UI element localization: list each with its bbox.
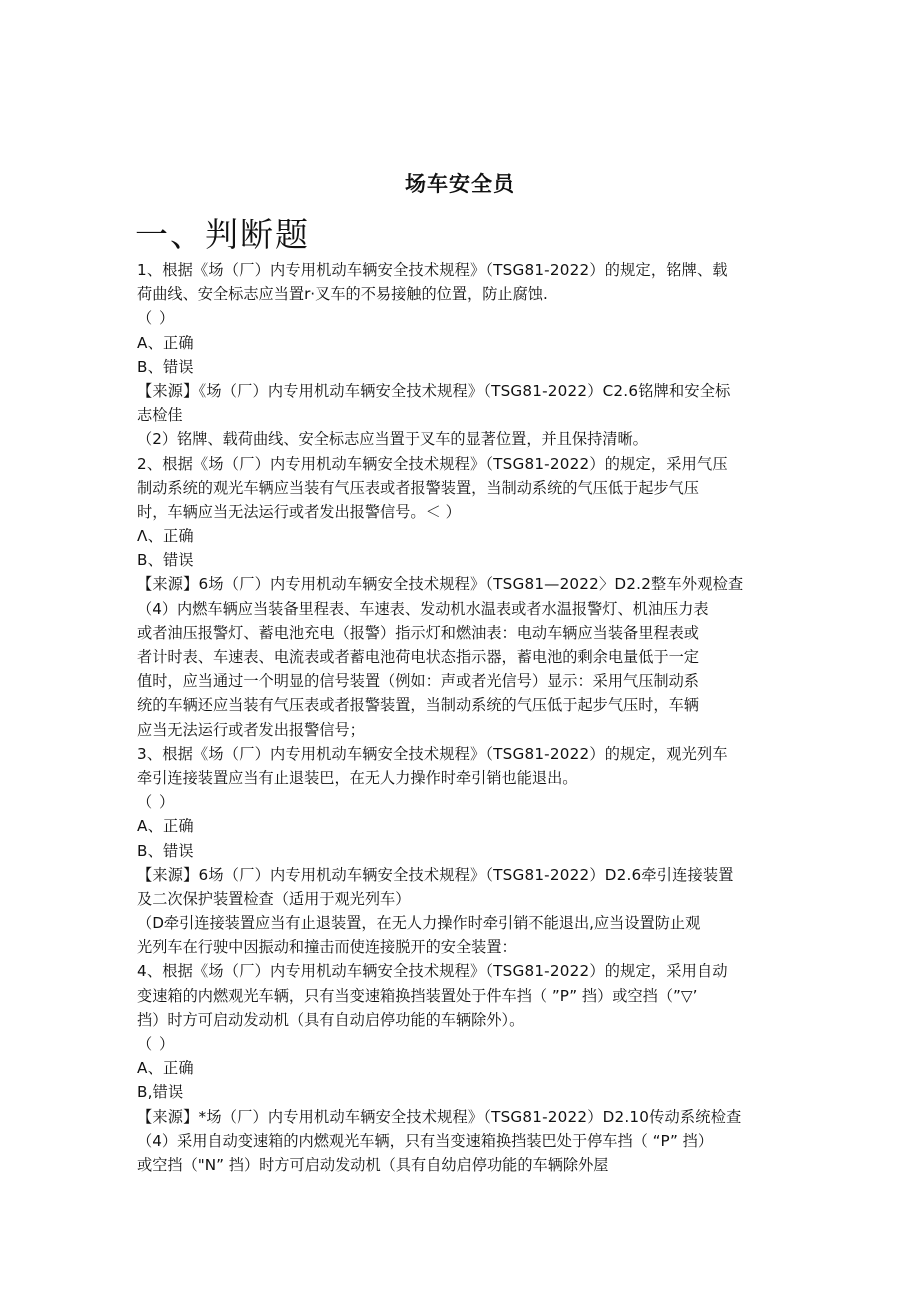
option-a: Λ、正确 xyxy=(137,527,194,546)
source-detail: 或者油压报警灯、蓄电池充电（报警）指示灯和燃油表：电动车辆应当装备里程表或 xyxy=(137,623,699,642)
document-body xyxy=(137,258,787,1177)
text-line: 挡）时方可启动发动机（具有自动启停功能的车辆除外）。 xyxy=(137,1010,525,1029)
source-line: 【来源】*场（厂）内专用机动车辆安全技术规程》（TSG81-2022）D2.10传动系统检查 xyxy=(137,1107,742,1126)
source-detail: 光列车在行驶中因振动和撞击而使连接脱开的安全装置： xyxy=(137,938,517,957)
source-detail: 应当无法运行或者发出报警信号； xyxy=(137,720,365,739)
text-line: 时，车辆应当无法运行或者发出报警信号。＜ ） xyxy=(137,502,461,521)
text-line: 荷曲线、安全标志应当置r·叉车的不易接触的位置，防止腐蚀. xyxy=(137,285,548,304)
source-detail: 或空挡（"N” 挡）时方可启动发动机（具有自幼启停功能的车辆除外屋 xyxy=(137,1155,609,1174)
option-b: B、错误 xyxy=(137,551,194,570)
source-line: 【来源】6场（厂）内专用机动车辆安全技术规程》（TSG81-2022）D2.6牵引连接装置 xyxy=(137,865,734,884)
option-a: A、正确 xyxy=(137,333,194,352)
option-b: B、错误 xyxy=(137,357,194,376)
option-a: A、正确 xyxy=(137,1059,194,1078)
text-line: 变速箱的内燃观光车辆，只有当变速箱换挡装置处于件车挡（ ”P” 挡）或空挡（”▽’ xyxy=(137,986,698,1005)
source-line: 【来源】《场（厂）内专用机动车辆安全技术规程》（TSG81-2022）C2.6铭牌和安全标 xyxy=(137,381,731,400)
source-detail: 者计时表、车速表、电流表或者蓄电池荷电状态指示器，蓄电池的剩余电量低于一定 xyxy=(137,648,699,666)
text-line: 1、根据《场（厂）内专用机动车辆安全技术规程》（TSG81-2022）的规定，铭牌、载 xyxy=(137,261,728,279)
option-b: B、错误 xyxy=(137,841,194,860)
source-detail: （2）铭牌、载荷曲线、安全标志应当置于叉车的显著位置，并且保持清晰。 xyxy=(137,430,648,449)
text-line: 牵引连接装置应当有止退装巴，在无人力操作时牵引销也能退出。 xyxy=(137,768,578,787)
text-line: 2、根据《场（厂）内专用机动车辆安全技术规程》（TSG81-2022）的规定，采用气压 xyxy=(137,454,728,473)
answer-blank: （ ） xyxy=(137,793,176,812)
answer-blank: （ ） xyxy=(137,309,176,328)
source-line: 及二次保护装置检查（适用于观光列车） xyxy=(137,889,411,908)
text-line: 4、根据《场（厂）内专用机动车辆安全技术规程》（TSG81-2022）的规定，采用自动 xyxy=(137,962,728,981)
option-b: B,错误 xyxy=(137,1083,184,1102)
source-detail: （D牵引连接装置应当有止退装置，在无人力操作时牵引销不能退出,应当设置防止观 xyxy=(137,914,701,933)
document-title: 场车安全员 xyxy=(405,172,515,196)
source-detail: 值时，应当通过一个明显的信号装置（例如：声或者光信号）显示：采用气压制动系 xyxy=(137,672,699,691)
text-line: 3、根据《场（厂）内专用机动车辆安全技术规程》（TSG81-2022）的规定，观光列车 xyxy=(137,744,728,763)
text-line: 制动系统的观光车辆应当装有气压表或者报警装置，当制动系统的气压低于起步气压 xyxy=(137,478,699,497)
answer-blank: （ ） xyxy=(137,1035,176,1053)
source-line: 志检佳 xyxy=(137,406,183,425)
source-detail: （4）采用自动变速箱的内燃观光车辆，只有当变速箱换挡装巴处于停车挡（ “P” 挡） xyxy=(137,1131,714,1150)
source-detail: （4）内燃车辆应当装备里程表、车速表、发动机水温表或者水温报警灯、机油压力表 xyxy=(137,599,709,618)
option-a: A、正确 xyxy=(137,817,194,836)
section-heading: 一、判断题 xyxy=(135,215,310,254)
source-detail: 统的车辆还应当装有气压表或者报警装置，当制动系统的气压低于起步气压时，车辆 xyxy=(137,696,699,715)
source-line: 【来源】6场（厂）内专用机动车辆安全技术规程》（TSG81—2022〉D2.2整车外观检查 xyxy=(137,575,744,594)
